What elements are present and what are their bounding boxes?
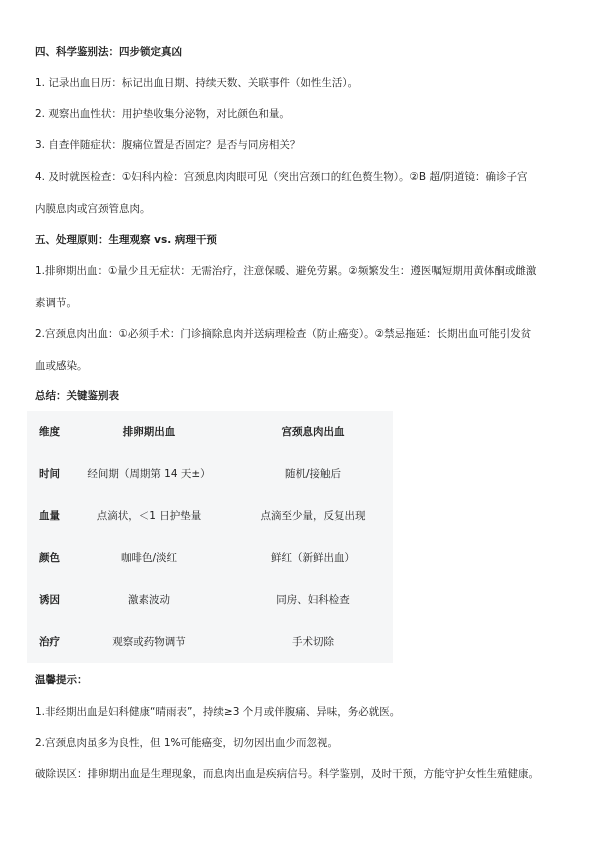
section4-heading: 四、科学鉴别法：四步锁定真凶 — [35, 46, 182, 58]
tips-heading: 温馨提示： — [35, 674, 88, 686]
polyp-cell: 随机/接触后 — [284, 468, 342, 480]
section4-item-3: 3. 自查伴随症状：腹痛位置是否固定？是否与同房相关？ — [35, 139, 301, 151]
section4-item-2: 2. 观察出血性状：用护垫收集分泌物，对比颜色和量。 — [35, 108, 290, 120]
ovulation-cell: 咖啡色/淡红 — [120, 552, 178, 564]
comparison-table — [27, 411, 393, 663]
row-label: 颜色 — [39, 552, 60, 564]
section5-item-1: 1.排卵期出血：①量少且无症状：无需治疗，注意保暖、避免劳累。②频繁发生：遵医嘱短期用黄体酮或雌激 — [35, 265, 537, 277]
header-dimension: 维度 — [39, 426, 60, 438]
section5-item-2: 2.宫颈息肉出血：①必须手术：门诊摘除息肉并送病理检查（防止癌变）。②禁忌拖延：长期出血可能引发贫 — [35, 328, 532, 340]
polyp-cell: 同房、妇科检查 — [276, 594, 350, 606]
section4-item-4-cont: 内膜息肉或宫颈管息肉。 — [35, 203, 151, 215]
row-label: 血量 — [39, 510, 60, 522]
tips-item-2: 2.宫颈息肉虽多为良性，但 1%可能癌变，切勿因出血少而忽视。 — [35, 737, 339, 749]
polyp-cell: 鲜红（新鲜出血） — [271, 552, 355, 564]
table-row — [27, 551, 393, 565]
table-row — [27, 509, 393, 523]
section4-item-1: 1. 记录出血日历：标记出血日期、持续天数、关联事件（如性生活）。 — [35, 77, 359, 89]
section5-item-2-cont: 血或感染。 — [35, 360, 88, 372]
row-label: 治疗 — [39, 636, 60, 648]
ovulation-cell: 观察或药物调节 — [112, 636, 186, 648]
ovulation-cell: 激素波动 — [128, 594, 170, 606]
tips-item-1: 1.非经期出血是妇科健康“晴雨表”，持续≥3 个月或伴腹痛、异味，务必就医。 — [35, 706, 401, 718]
tips-conclusion: 破除误区：排卵期出血是生理现象，而息肉出血是疾病信号。科学鉴别，及时干预，方能守护女性生殖健康。 — [35, 768, 539, 780]
section5-heading: 五、处理原则：生理观察 vs. 病理干预 — [35, 234, 217, 246]
summary-heading: 总结：关键鉴别表 — [35, 390, 119, 402]
table-header-row — [27, 425, 393, 439]
row-label: 时间 — [39, 468, 60, 480]
header-ovulation: 排卵期出血 — [122, 426, 176, 438]
table-row — [27, 467, 393, 481]
polyp-cell: 点滴至少量，反复出现 — [260, 510, 366, 522]
header-polyp: 宫颈息肉出血 — [281, 426, 345, 438]
ovulation-cell: 点滴状，＜1 日护垫量 — [96, 510, 202, 522]
table-row — [27, 593, 393, 607]
ovulation-cell: 经间期（周期第 14 天±） — [87, 468, 211, 480]
table-row — [27, 635, 393, 649]
section4-item-4: 4. 及时就医检查：①妇科内检：宫颈息肉肉眼可见（突出宫颈口的红色赘生物）。②B 超/阴道镜：确诊子宫 — [35, 171, 528, 183]
row-label: 诱因 — [39, 594, 60, 606]
section5-item-1-cont: 素调节。 — [35, 297, 77, 309]
polyp-cell: 手术切除 — [292, 636, 334, 648]
